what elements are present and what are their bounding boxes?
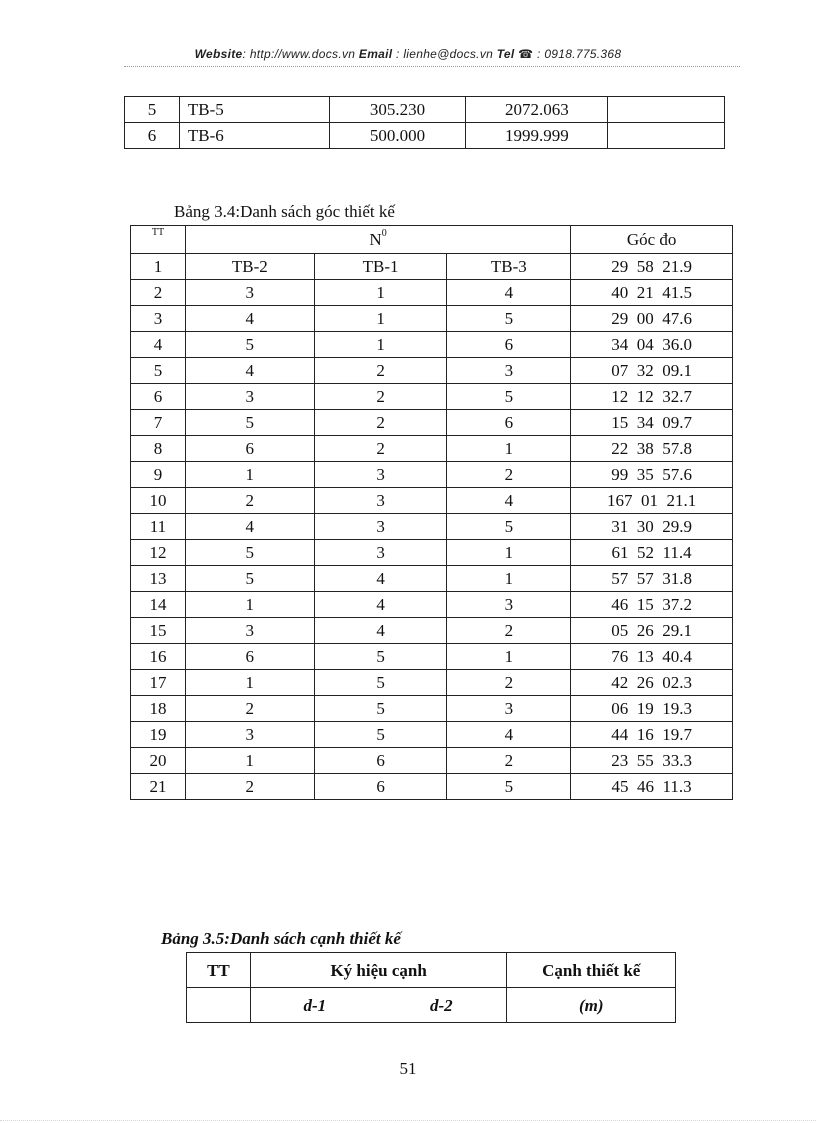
angle-seconds: 32.7 (662, 387, 692, 406)
cell-tt: 6 (125, 123, 180, 149)
footer-divider (0, 1120, 816, 1121)
cell-tt: 19 (131, 722, 186, 748)
coordinates-table (124, 96, 725, 149)
header-no-text: N (369, 230, 382, 249)
angle-minutes: 32 (636, 361, 654, 380)
cell-x: 305.230 (329, 97, 466, 123)
angle-row (131, 254, 733, 280)
angle-row (131, 540, 733, 566)
edge-sub-d2: d-2 (430, 995, 453, 1015)
tel-number: : 0918.775.368 (533, 47, 622, 61)
cell-tt: 6 (131, 384, 186, 410)
cell-angle (571, 488, 733, 514)
angle-degrees: 22 (611, 439, 629, 458)
cell-tt: 18 (131, 696, 186, 722)
cell-back-station: 3 (185, 618, 314, 644)
angle-minutes: 57 (636, 569, 654, 588)
angle-minutes: 30 (636, 517, 654, 536)
page-header (0, 47, 816, 61)
edge-table-caption: Bảng 3.5:Danh sách cạnh thiết kế (161, 929, 401, 948)
cell-station: 6 (314, 748, 447, 774)
angle-degrees: 167 (606, 491, 633, 510)
cell-x: 500.000 (329, 123, 466, 149)
angle-seconds: 29.1 (662, 621, 692, 640)
cell-back-station: 5 (185, 566, 314, 592)
header-station-no (185, 226, 570, 254)
cell-back-station: 1 (185, 462, 314, 488)
angle-row (131, 670, 733, 696)
angle-degrees: 06 (611, 699, 629, 718)
angle-degrees: 46 (611, 595, 629, 614)
angle-degrees: 44 (611, 725, 629, 744)
angle-table (130, 225, 733, 800)
cell-back-station: 2 (185, 774, 314, 800)
angle-row (131, 592, 733, 618)
cell-extra (608, 97, 725, 123)
cell-fore-station: 1 (447, 644, 571, 670)
angle-row (131, 566, 733, 592)
cell-angle (571, 722, 733, 748)
cell-tt: 13 (131, 566, 186, 592)
cell-station: 5 (314, 670, 447, 696)
cell-angle (571, 306, 733, 332)
cell-back-station: 4 (185, 358, 314, 384)
cell-back-station: 6 (185, 644, 314, 670)
cell-fore-station: 4 (447, 722, 571, 748)
cell-fore-station: 1 (447, 566, 571, 592)
angle-seconds: 02.3 (662, 673, 692, 692)
cell-fore-station: 1 (447, 540, 571, 566)
phone-icon: ☎ (518, 47, 534, 61)
angle-minutes: 19 (636, 699, 654, 718)
angle-row (131, 514, 733, 540)
angle-minutes: 38 (636, 439, 654, 458)
cell-station: 5 (314, 696, 447, 722)
angle-seconds: 31.8 (662, 569, 692, 588)
angle-row (131, 280, 733, 306)
cell-tt: 15 (131, 618, 186, 644)
cell-tt: 21 (131, 774, 186, 800)
cell-tt: 1 (131, 254, 186, 280)
cell-back-station: 2 (185, 696, 314, 722)
angle-degrees: 05 (611, 621, 629, 640)
cell-angle (571, 670, 733, 696)
angle-row (131, 306, 733, 332)
cell-station: 3 (314, 462, 447, 488)
coordinates-row (125, 97, 725, 123)
cell-tt: 10 (131, 488, 186, 514)
angle-degrees: 40 (611, 283, 629, 302)
angle-seconds: 09.7 (662, 413, 692, 432)
cell-back-station: 4 (185, 306, 314, 332)
cell-fore-station: 3 (447, 358, 571, 384)
cell-angle (571, 410, 733, 436)
cell-station: 2 (314, 436, 447, 462)
cell-fore-station: TB-3 (447, 254, 571, 280)
cell-angle (571, 254, 733, 280)
cell-station: 4 (314, 618, 447, 644)
angle-minutes: 26 (636, 621, 654, 640)
cell-fore-station: 2 (447, 748, 571, 774)
cell-tt: 5 (125, 97, 180, 123)
edge-header-tt: TT (187, 953, 251, 988)
angle-degrees: 31 (611, 517, 629, 536)
cell-angle (571, 566, 733, 592)
cell-station: 4 (314, 566, 447, 592)
angle-table-header (131, 226, 733, 254)
cell-fore-station: 2 (447, 462, 571, 488)
cell-angle (571, 696, 733, 722)
cell-angle (571, 280, 733, 306)
cell-angle (571, 592, 733, 618)
angle-degrees: 12 (611, 387, 629, 406)
cell-tt: 3 (131, 306, 186, 332)
angle-seconds: 57.6 (662, 465, 692, 484)
cell-tt: 5 (131, 358, 186, 384)
website-url[interactable]: : http://www.docs.vn (242, 47, 359, 61)
cell-station: 3 (314, 514, 447, 540)
angle-seconds: 19.7 (662, 725, 692, 744)
cell-station: 4 (314, 592, 447, 618)
angle-minutes: 34 (636, 413, 654, 432)
cell-angle (571, 774, 733, 800)
angle-minutes: 52 (637, 543, 655, 562)
angle-row (131, 618, 733, 644)
cell-station: 2 (314, 410, 447, 436)
page-number: 51 (399, 1059, 417, 1078)
cell-station: TB-1 (314, 254, 447, 280)
angle-table-caption: Bảng 3.4:Danh sách góc thiết kế (174, 202, 395, 221)
angle-row (131, 488, 733, 514)
cell-back-station: 3 (185, 384, 314, 410)
angle-degrees: 07 (611, 361, 629, 380)
cell-angle (571, 358, 733, 384)
cell-y: 1999.999 (466, 123, 608, 149)
cell-fore-station: 5 (447, 514, 571, 540)
angle-row (131, 696, 733, 722)
cell-tt: 20 (131, 748, 186, 774)
angle-seconds: 57.8 (662, 439, 692, 458)
edge-table (186, 952, 676, 1023)
cell-extra (608, 123, 725, 149)
angle-seconds: 21.1 (666, 491, 697, 510)
edge-header-length: Cạnh thiết kế (507, 953, 676, 988)
angle-degrees: 23 (611, 751, 629, 770)
angle-minutes: 15 (636, 595, 654, 614)
angle-degrees: 29 (611, 257, 629, 276)
header-no-sup: 0 (381, 228, 387, 239)
cell-fore-station: 4 (447, 280, 571, 306)
angle-row (131, 384, 733, 410)
angle-seconds: 41.5 (662, 283, 692, 302)
cell-angle (571, 644, 733, 670)
cell-station: 3 (314, 540, 447, 566)
cell-back-station: 3 (185, 280, 314, 306)
angle-degrees: 76 (611, 647, 629, 666)
cell-fore-station: 5 (447, 384, 571, 410)
angle-minutes: 46 (637, 777, 655, 796)
cell-tt: 7 (131, 410, 186, 436)
angle-degrees: 34 (611, 335, 629, 354)
angle-degrees: 42 (611, 673, 629, 692)
cell-tt: 14 (131, 592, 186, 618)
angle-minutes: 16 (636, 725, 654, 744)
cell-fore-station: 6 (447, 332, 571, 358)
cell-tt: 16 (131, 644, 186, 670)
header-divider (124, 66, 740, 67)
cell-station: 6 (314, 774, 447, 800)
angle-seconds: 36.0 (662, 335, 692, 354)
cell-tt: 8 (131, 436, 186, 462)
angle-row (131, 644, 733, 670)
header-tt: TT (131, 226, 186, 254)
edge-sub-unit: (m) (507, 988, 676, 1023)
angle-minutes: 12 (636, 387, 654, 406)
cell-fore-station: 2 (447, 618, 571, 644)
angle-degrees: 15 (611, 413, 629, 432)
cell-fore-station: 2 (447, 670, 571, 696)
angle-degrees: 57 (611, 569, 629, 588)
angle-minutes: 00 (636, 309, 654, 328)
tel-label: Tel (496, 47, 519, 61)
angle-minutes: 58 (636, 257, 654, 276)
cell-fore-station: 5 (447, 306, 571, 332)
angle-minutes: 13 (636, 647, 654, 666)
cell-back-station: 4 (185, 514, 314, 540)
cell-y: 2072.063 (466, 97, 608, 123)
cell-angle (571, 618, 733, 644)
cell-point-name: TB-6 (179, 123, 329, 149)
angle-minutes: 26 (636, 673, 654, 692)
angle-seconds: 09.1 (662, 361, 692, 380)
cell-station: 5 (314, 722, 447, 748)
angle-minutes: 55 (636, 751, 654, 770)
cell-station: 5 (314, 644, 447, 670)
angle-row (131, 332, 733, 358)
angle-minutes: 21 (636, 283, 654, 302)
cell-angle (571, 462, 733, 488)
angle-degrees: 99 (611, 465, 629, 484)
edge-sub-d1: d-1 (303, 995, 327, 1015)
angle-degrees: 29 (611, 309, 629, 328)
cell-angle (571, 436, 733, 462)
cell-angle (571, 748, 733, 774)
edge-sub-symbols (250, 988, 507, 1023)
angle-seconds: 19.3 (662, 699, 692, 718)
cell-tt: 12 (131, 540, 186, 566)
cell-angle (571, 540, 733, 566)
cell-back-station: 1 (185, 670, 314, 696)
angle-row (131, 774, 733, 800)
angle-minutes: 04 (636, 335, 654, 354)
cell-tt: 9 (131, 462, 186, 488)
edge-table-header (187, 953, 676, 988)
angle-seconds: 40.4 (662, 647, 692, 666)
angle-seconds: 29.9 (662, 517, 692, 536)
cell-station: 1 (314, 306, 447, 332)
cell-back-station: 6 (185, 436, 314, 462)
angle-row (131, 436, 733, 462)
cell-station: 1 (314, 332, 447, 358)
cell-fore-station: 1 (447, 436, 571, 462)
cell-fore-station: 3 (447, 696, 571, 722)
email-label: Email (358, 47, 393, 61)
cell-station: 3 (314, 488, 447, 514)
cell-tt: 11 (131, 514, 186, 540)
cell-back-station: 3 (185, 722, 314, 748)
email-address[interactable]: : lienhe@docs.vn (392, 47, 497, 61)
cell-fore-station: 5 (447, 774, 571, 800)
cell-angle (571, 514, 733, 540)
cell-back-station: 5 (185, 410, 314, 436)
cell-fore-station: 4 (447, 488, 571, 514)
coordinates-row (125, 123, 725, 149)
angle-degrees: 61 (611, 543, 629, 562)
angle-minutes: 01 (640, 491, 658, 510)
cell-station: 2 (314, 358, 447, 384)
angle-row (131, 748, 733, 774)
edge-header-symbol: Ký hiệu cạnh (250, 953, 507, 988)
cell-point-name: TB-5 (179, 97, 329, 123)
website-label: Website (194, 47, 243, 61)
angle-row (131, 722, 733, 748)
cell-tt: 2 (131, 280, 186, 306)
cell-fore-station: 6 (447, 410, 571, 436)
cell-back-station: 1 (185, 748, 314, 774)
cell-tt: 4 (131, 332, 186, 358)
cell-back-station: TB-2 (185, 254, 314, 280)
angle-row (131, 358, 733, 384)
cell-back-station: 5 (185, 540, 314, 566)
edge-table-subheader (187, 988, 676, 1023)
angle-row (131, 410, 733, 436)
cell-back-station: 2 (185, 488, 314, 514)
angle-seconds: 47.6 (662, 309, 692, 328)
angle-seconds: 21.9 (662, 257, 692, 276)
angle-seconds: 33.3 (662, 751, 692, 770)
cell-fore-station: 3 (447, 592, 571, 618)
cell-angle (571, 332, 733, 358)
edge-sub-empty (187, 988, 251, 1023)
cell-tt: 17 (131, 670, 186, 696)
angle-seconds: 11.4 (662, 543, 692, 562)
angle-seconds: 11.3 (662, 777, 692, 796)
cell-back-station: 1 (185, 592, 314, 618)
header-angle: Góc đo (571, 226, 733, 254)
cell-back-station: 5 (185, 332, 314, 358)
angle-degrees: 45 (611, 777, 629, 796)
angle-seconds: 37.2 (662, 595, 692, 614)
cell-station: 1 (314, 280, 447, 306)
cell-station: 2 (314, 384, 447, 410)
angle-row (131, 462, 733, 488)
cell-angle (571, 384, 733, 410)
angle-minutes: 35 (636, 465, 654, 484)
